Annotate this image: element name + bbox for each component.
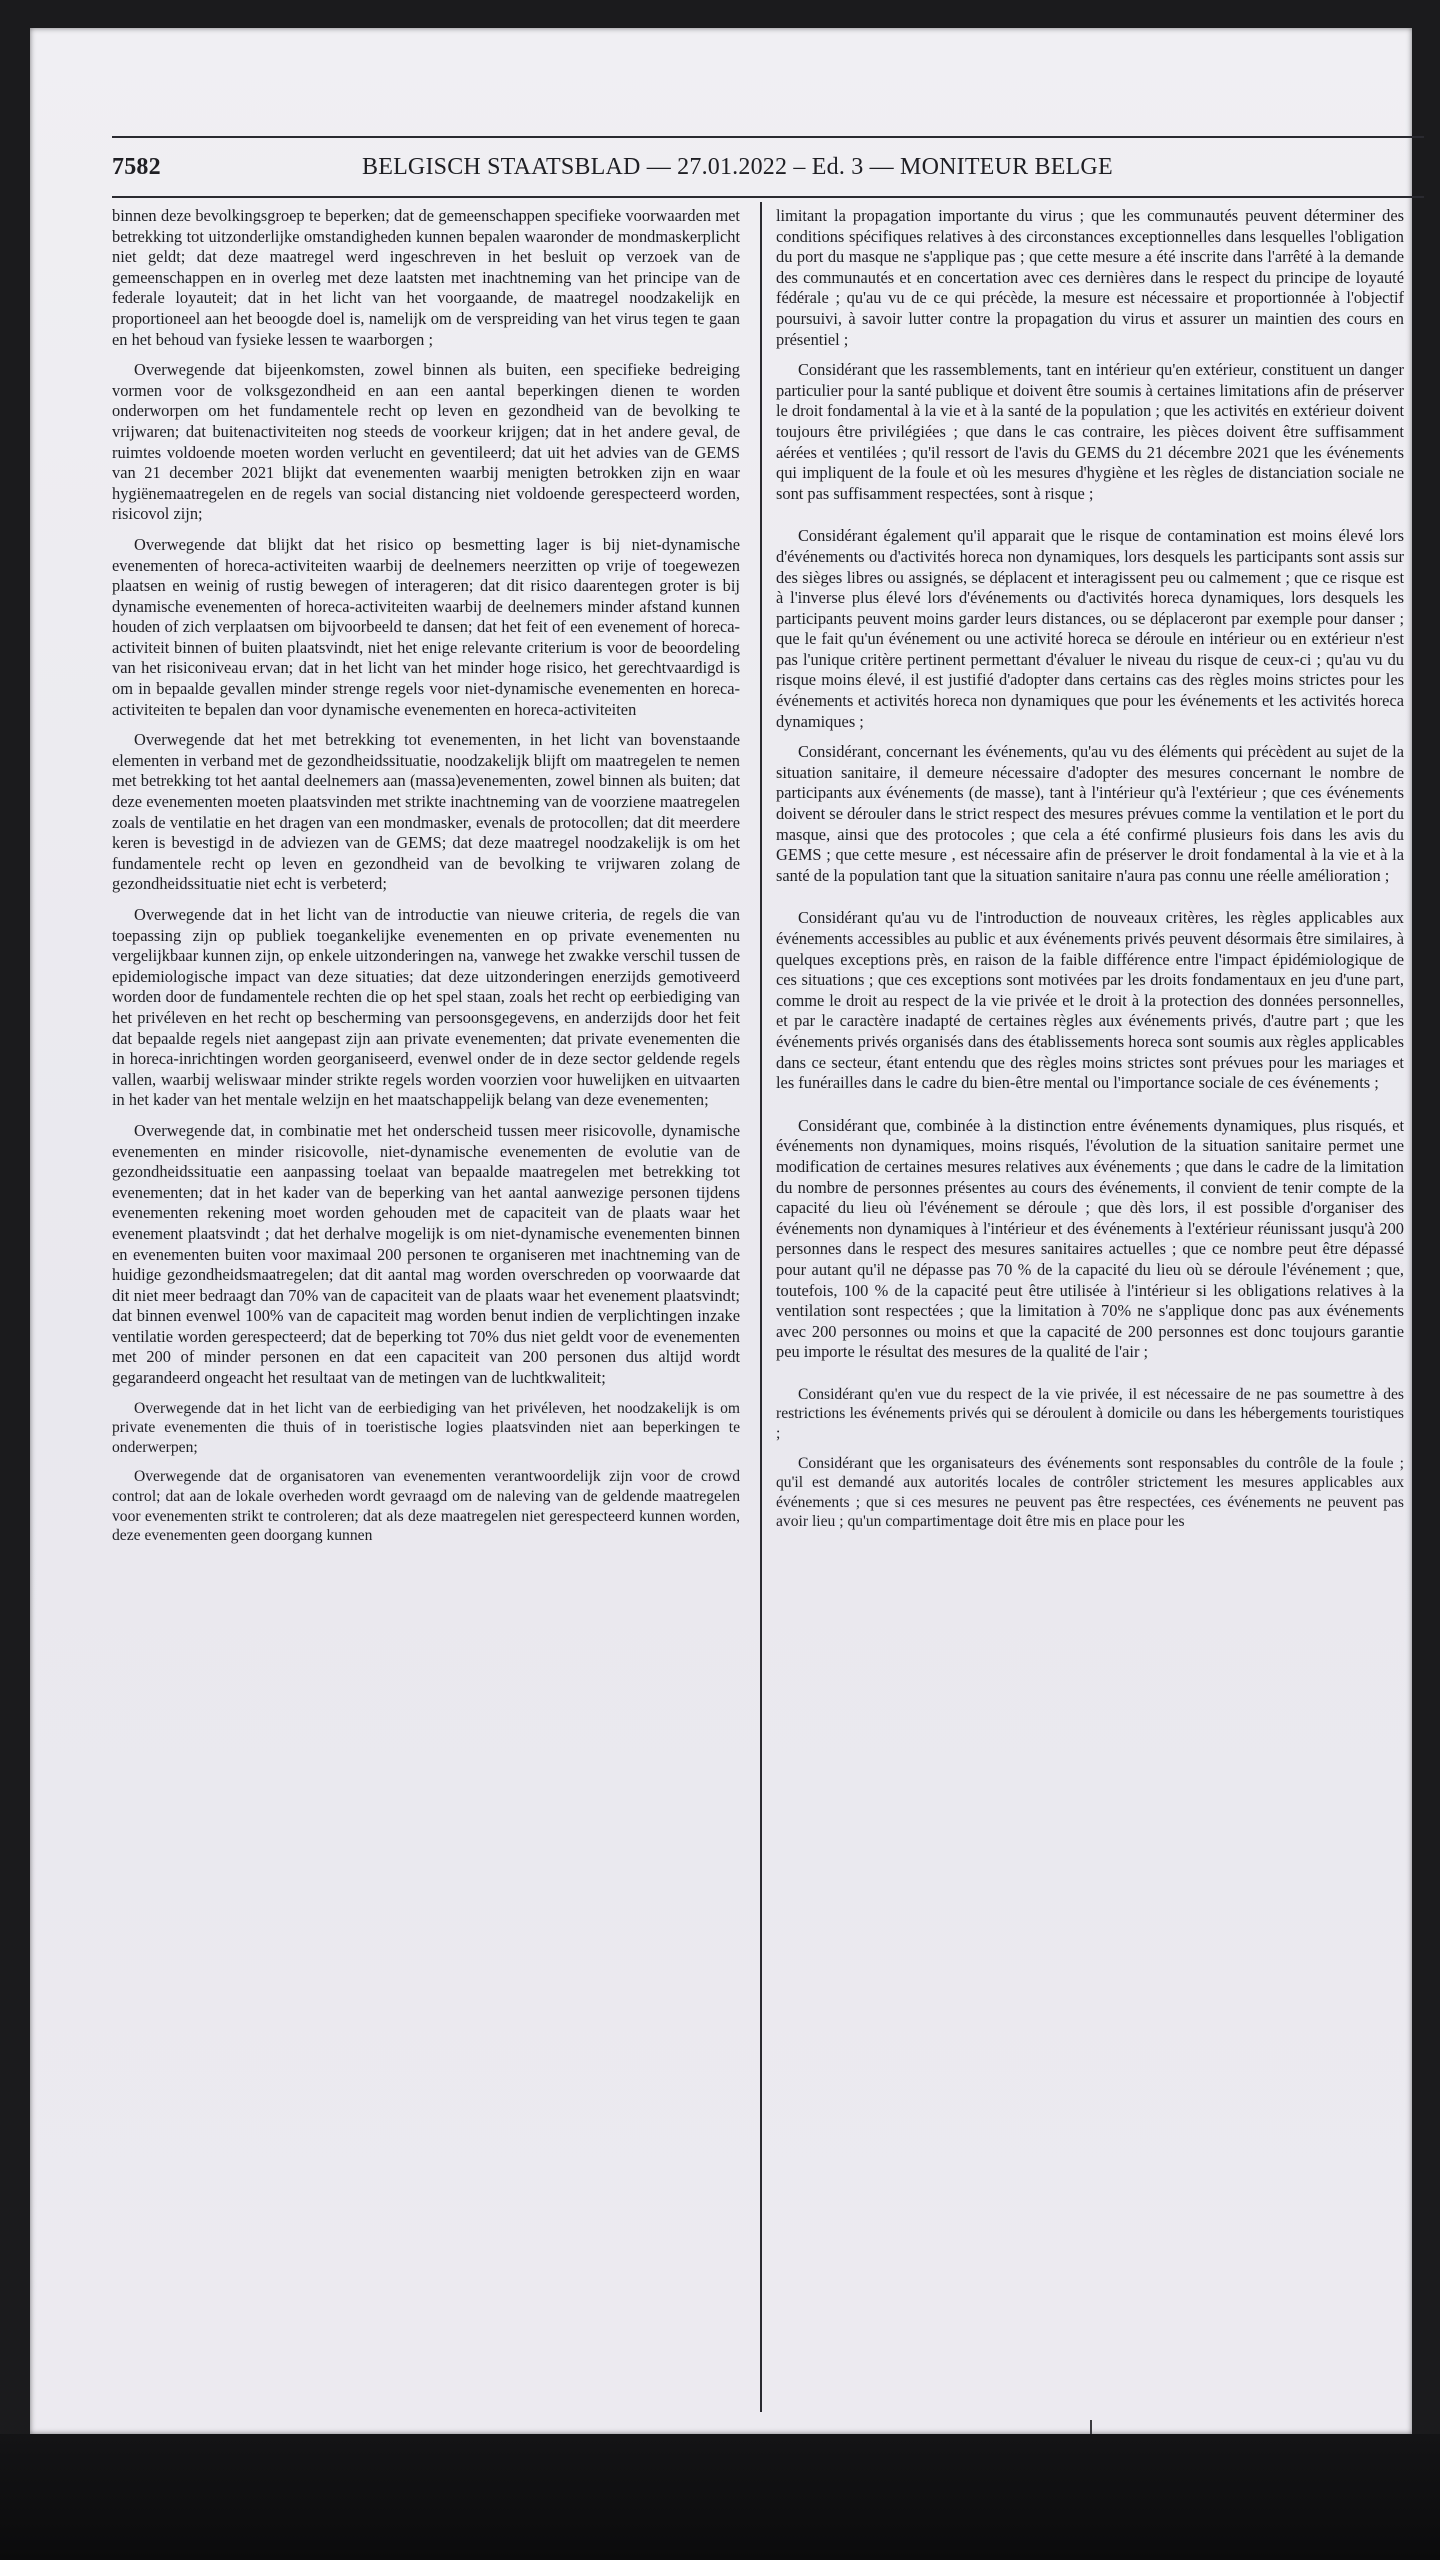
page-number: 7582 xyxy=(112,154,161,180)
paragraph-fr-4: Considérant, concernant les événements, qu'au vu des éléments qui précèdent au sujet de la situation sanitaire, il demeure nécessaire d'adopter des mesures concernant le nombre de participants aux événements (de masse), tant à l'intérieur qu'à l'extérieur ; que ces événements doivent se dérouler dans le strict respect des mesures prévues comme la ventilation et le port du masque, ainsi que des protocoles ; que cela a été confirmé plusieurs fois dans les avis du GEMS ; que cette mesure , est nécessaire afin de préserver le droit fondamental à la vie et à la santé de la population tant que la situation sanitaire n'aura pas connu une réelle amélioration ; xyxy=(776,742,1404,885)
paragraph-nl-4: Overwegende dat het met betrekking tot evenementen, in het licht van bovenstaande elementen in verband met de gezondheidssituatie, noodzakelijk blijft om maatregelen te nemen met betrekking tot het aantal deelnemers aan (massa)evenementen, zowel binnen als buiten; dat deze evenementen moeten plaatsvinden met strikte inachtneming van de voorziene maatregelen zoals de ventilatie en het dragen van een mondmasker, evenals de protocollen; dat dit meerdere keren is bevestigd in de adviezen van de GEMS; dat deze maatregel noodzakelijk is om het fundamentele recht op leven en gezondheid van de bevolking te vrijwaren zolang de gezondheidssituatie niet echt is verbeterd; xyxy=(112,730,740,894)
paragraph-fr-3: Considérant également qu'il apparait que le risque de contamination est moins élevé lors d'événements ou d'activités horeca non dynamiques, lors desquels les participants sont assis sur des sièges libres ou assignés, se déplacent et interagissent peu ou calmement ; que ce risque est à l'inverse plus élevé lors d'événements ou d'activités horeca dynamiques, lors desquels les participants peuvent moins garder leurs distances, ou se déplaceront par exemple pour danser ; que le fait qu'un événement ou une activité horeca se déroule en intérieur ou en extérieur n'est pas l'unique critère pertinent permettant d'évaluer le niveau du risque de ceux-ci ; qu'au vu du risque moins élevé, il est justifié d'adopter dans certains cas des règles moins strictes pour les événements et activités horeca non dynamiques que pour les événements et les activités horeca dynamiques ; xyxy=(776,526,1404,731)
header-rule-top xyxy=(112,136,1424,138)
paragraph-nl-6: Overwegende dat, in combinatie met het onderscheid tussen meer risicovolle, dynamische evenementen en minder risicovolle, niet-dynamische evenementen de evolutie van de gezondheidssituatie een aanpassing toelaat van bepaalde maatregelen met betrekking tot evenementen; dat in het kader van de beperking van het aantal aanwezige personen tijdens evenementen rekening moet worden gehouden met de capaciteit van de plaats waar het evenement plaatsvindt ; dat het derhalve mogelijk is om niet-dynamische evenementen binnen en evenementen buiten voor maximaal 200 personen te organiseren met inachtneming van de huidige gezondheidsmaatregelen; dat dit aantal mag worden overschreden op voorwaarde dat dit niet meer bedraagt dan 70% van de capaciteit van de plaats waar het evenement plaatsvindt; dat binnen evenwel 100% van de capaciteit mag worden benut indien de verplichtingen inzake ventilatie worden gerespecteerd; dat de beperking tot 70% dus niet geldt voor de evenementen met 200 of minder personen en dat een capaciteit van 200 personen dus altijd wordt gegarandeerd ongeacht het resultaat van de metingen van de luchtkwaliteit; xyxy=(112,1120,740,1388)
paragraph-nl-8: Overwegende dat de organisatoren van evenementen verantwoordelijk zijn voor de crowd control; dat aan de lokale overheden wordt gevraagd om de naleving van de geldende maatregelen voor evenementen strikt te controleren; dat als deze maatregelen niet gerespecteerd kunnen worden, deze evenementen geen doorgang kunnen xyxy=(112,1468,740,1545)
paragraph-nl-7: Overwegende dat in het licht van de eerbiediging van het privéleven, het noodzakelijk is om private evenementen die thuis of in toeristische logies plaatsvinden niet aan beperkingen te onderwerpen; xyxy=(112,1399,740,1456)
column-divider xyxy=(760,202,762,2412)
e-reader-screen xyxy=(30,28,1412,2434)
paragraph-fr-5: Considérant qu'au vu de l'introduction de nouveaux critères, les règles applicables aux événements accessibles au public et aux événements privés peuvent désormais être similaires, à quelques exceptions près, en raison de la faible différence entre l'impact épidémiologique de ces situations ; que ces exceptions sont motivées par les droits fondamentaux en jeu d'une part, comme le droit au respect de la vie privée et le droit à la protection des données personnelles, et par le caractère inadapté de certaines règles aux événements privés, d'autre part ; que les événements privés organisés dans des établissements horeca sont soumis aux règles applicables dans ce secteur, étant entendu que des règles moins strictes sont prévues pour les mariages et les funérailles dans le cadre du bien-être mental ou l'importance sociale de ces événements ; xyxy=(776,908,1404,1093)
paragraph-fr-8: Considérant que les organisateurs des événements sont responsables du contrôle de la foule ; qu'il est demandé aux autorités locales de contrôler strictement les mesures applicables aux événements ; que si ces mesures ne peuvent pas être respectées, ces événements ne peuvent pas avoir lieu ; qu'un compartimentage doit être mis en place pour les xyxy=(776,1454,1404,1531)
french-column xyxy=(776,206,1404,2406)
publication-header: BELGISCH STAATSBLAD — 27.01.2022 – Ed. 3 — MONITEUR BELGE xyxy=(362,154,1113,180)
paragraph-nl-3: Overwegende dat blijkt dat het risico op besmetting lager is bij niet-dynamische evenementen of horeca-activiteiten waarbij de deelnemers neerzitten op vrije of toegewezen plaatsen en weinig of rustig bewegen of interageren; dat dit risico daarentegen groter is bij dynamische evenementen of horeca-activiteiten waarbij de deelnemers minder afstand kunnen houden of zich verplaatsen om bijvoorbeeld te dansen; dat het feit of een evenement of horeca-activiteit binnen of buiten plaatsvindt, niet het enige relevante criterium is voor de beoordeling van het risiconiveau ervan; dat in het licht van het minder hoge risico, het gerechtvaardigd is om in bepaalde gevallen minder strenge regels voor niet-dynamische evenementen en horeca-activiteiten te bepalen dan voor dynamische evenementen en horeca-activiteiten xyxy=(112,534,740,719)
paragraph-nl-5: Overwegende dat in het licht van de introductie van nieuwe criteria, de regels die van toepassing zijn op publiek toegankelijke evenementen en op private evenementen nu vergelijkbaar kunnen zijn, op enkele uitzonderingen na, vanwege het zwakke verschil tussen de epidemiologische impact van deze situaties; dat deze uitzonderingen enerzijds gemotiveerd worden door de fundamentele rechten die op het spel staan, zoals het recht op eerbiediging van het privéleven en het recht op bescherming van persoonsgegevens, en anderzijds door het feit dat bepaalde regels niet aangepast zijn aan private evenementen; dat private evenementen die in horeca-inrichtingen worden georganiseerd, evenwel onder de in deze sector geldende regels vallen, waarbij weliswaar minder strikte regels worden voorzien voor huwelijken en uitvaarten in het kader van het mentale welzijn en het maatschappelijk belang van deze evenementen; xyxy=(112,905,740,1110)
page-header xyxy=(112,154,1424,190)
paragraph-fr-2: Considérant que les rassemblements, tant en intérieur qu'en extérieur, constituent un danger particulier pour la santé publique et doivent être soumis à certaines limitations afin de préserver le droit fondamental à la vie et à la santé de la population ; que les activités en extérieur doivent toujours être privilégiées ; que dans le cas contraire, les pièces doivent être suffisamment aérées et ventilées ; qu'il ressort de l'avis du GEMS du 21 décembre 2021 que les événements qui impliquent de la foule et où les mesures d'hygiène et les règles de distanciation sociale ne sont pas suffisamment respectées, sont à risque ; xyxy=(776,360,1404,503)
paragraph-nl-1: binnen deze bevolkingsgroep te beperken; dat de gemeenschappen specifieke voorwaarden met betrekking tot uitzonderlijke omstandigheden kunnen bepalen waaronder de mondmaskerplicht niet geldt; dat deze maatregel werd ingeschreven in het besluit op verzoek van de gemeenschappen en in overleg met deze laatsten met inachtneming van het principe van de federale loyauteit; dat in het licht van het voorgaande, de maatregel noodzakelijk en proportioneel aan het beoogde doel is, namelijk om de verspreiding van het virus tegen te gaan en het behoud van fysieke lessen te waarborgen ; xyxy=(112,206,740,349)
paragraph-nl-2: Overwegende dat bijeenkomsten, zowel binnen als buiten, een specifieke bedreiging vormen voor de volksgezondheid en aan een aantal beperkingen dienen te worden onderworpen om het fundamentele recht op leven en gezondheid van de bevolking te vrijwaren; dat buitenactiviteiten nog steeds de voorkeur krijgen; dat in het andere geval, de ruimtes voldoende moeten worden verlucht en geventileerd; dat uit het advies van de GEMS van 21 december 2021 blijkt dat evenementen waarbij menigten betrokken zijn en waar hygiënemaatregelen en de regels van social distancing niet voldoende gerespecteerd worden, risicovol zijn; xyxy=(112,360,740,524)
header-rule-bottom xyxy=(112,196,1424,198)
paragraph-fr-1: limitant la propagation importante du virus ; que les communautés peuvent déterminer des conditions spécifiques relatives à des circonstances exceptionnelles dans lesquelles l'obligation du port du masque ne s'applique pas ; que cette mesure a été inscrite dans l'arrêté à la demande des communautés et en concertation avec ces dernières dans le respect du principe de loyauté fédérale ; qu'au vu de ce qui précède, la mesure est nécessaire et proportionnée à l'objectif poursuivi, à savoir lutter contre la propagation du virus et assurer un maintien des cours en présentiel ; xyxy=(776,206,1404,349)
paragraph-fr-7: Considérant qu'en vue du respect de la vie privée, il est nécessaire de ne pas soumettre à des restrictions les événements privés qui se déroulent à domicile ou dans les hébergements touristiques ; xyxy=(776,1385,1404,1443)
device-bezel xyxy=(0,2434,1440,2560)
paragraph-fr-6: Considérant que, combinée à la distinction entre événements dynamiques, plus risqués, et événements non dynamiques, moins risqués, l'évolution de la situation sanitaire permet une modification de certaines mesures relatives aux événements ; que dans le cadre de la limitation du nombre de personnes présentes au cours des événements, il convient de tenir compte de la capacité du lieu où l'événement se déroule ; que dès lors, il est possible d'organiser des événements non dynamiques à l'intérieur et des événements à l'extérieur réunissant jusqu'à 200 personnes dans le respect des mesures sanitaires actuelles ; que ce nombre peut être dépassé pour autant qu'il ne dépasse pas 70 % de la capacité du lieu où se déroule l'événement ; que, toutefois, 100 % de la capacité peut être utilisée à l'intérieur si les obligations relatives à la ventilation sont respectées ; que la limitation à 70% ne s'applique donc pas aux événements avec 200 personnes ou moins et que la capacité de 200 personnes est donc toujours garantie peu importe le résultat des mesures de la qualité de l'air ; xyxy=(776,1115,1404,1362)
document-page xyxy=(84,106,1404,2416)
dutch-column xyxy=(112,206,740,2406)
